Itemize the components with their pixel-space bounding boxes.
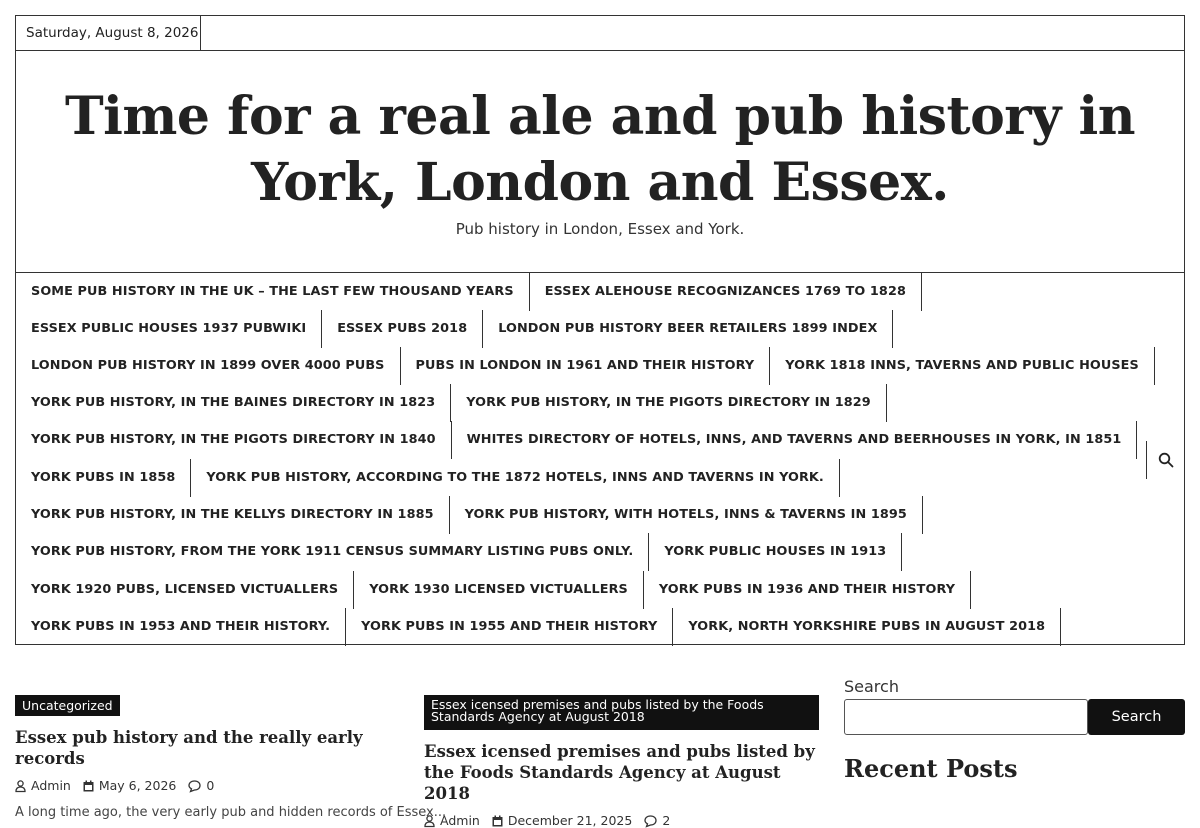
site-title[interactable]: Time for a real ale and pub history in York, London and Essex. <box>64 86 1136 213</box>
nav-item[interactable]: YORK 1930 LICENSED VICTUALLERS <box>354 571 644 609</box>
post-title[interactable]: Essex pub history and the really early records <box>15 728 363 768</box>
nav-item[interactable]: YORK, NORTH YORKSHIRE PUBS IN AUGUST 2018 <box>673 608 1061 646</box>
post-card <box>424 695 819 828</box>
nav-item[interactable]: YORK PUB HISTORY, IN THE KELLYS DIRECTORY IN 1885 <box>16 496 450 534</box>
search-toggle-button[interactable] <box>1146 441 1184 479</box>
post-author[interactable]: Admin <box>440 813 480 828</box>
nav-item[interactable]: YORK PUB HISTORY, IN THE PIGOTS DIRECTORY IN 1829 <box>451 384 887 422</box>
nav-row <box>16 384 887 422</box>
category-badge[interactable]: Uncategorized <box>15 695 120 716</box>
nav-row <box>16 421 1137 459</box>
post-meta <box>424 813 819 828</box>
nav-item[interactable]: YORK PUBS IN 1936 AND THEIR HISTORY <box>644 571 971 609</box>
nav-item[interactable]: ESSEX PUBS 2018 <box>322 310 483 348</box>
post-card <box>15 695 447 820</box>
nav-row <box>16 459 840 497</box>
nav-item[interactable]: YORK PUB HISTORY, IN THE BAINES DIRECTORY IN 1823 <box>16 384 451 422</box>
post-meta <box>15 778 410 793</box>
comment-icon <box>644 815 657 827</box>
nav-item[interactable]: PUBS IN LONDON IN 1961 AND THEIR HISTORY <box>401 347 771 385</box>
category-badge[interactable]: Essex icensed premises and pubs listed by the Foods Standards Agency at August 2018 <box>424 695 819 730</box>
calendar-icon <box>83 780 94 792</box>
nav-item[interactable]: ESSEX PUBLIC HOUSES 1937 PUBWIKI <box>16 310 322 348</box>
nav-row <box>16 571 971 609</box>
site-header <box>15 15 1185 645</box>
nav-item[interactable]: YORK PUBS IN 1953 AND THEIR HISTORY. <box>16 608 346 646</box>
current-date: Saturday, August 8, 2026 <box>16 16 201 50</box>
search-label: Search <box>844 677 899 696</box>
nav-row <box>16 608 1061 646</box>
nav-item[interactable]: YORK 1818 INNS, TAVERNS AND PUBLIC HOUSES <box>770 347 1155 385</box>
calendar-icon <box>492 815 503 827</box>
main-navigation <box>16 272 1184 645</box>
nav-item[interactable]: LONDON PUB HISTORY IN 1899 OVER 4000 PUBS <box>16 347 401 385</box>
post-title[interactable]: Essex icensed premises and pubs listed by the Foods Standards Agency at August 2018 <box>424 742 815 803</box>
nav-item[interactable]: WHITES DIRECTORY OF HOTELS, INNS, AND TAVERNS AND BEERHOUSES IN YORK, IN 1851 <box>452 421 1138 459</box>
nav-item[interactable]: YORK PUB HISTORY, IN THE PIGOTS DIRECTORY IN 1840 <box>16 421 452 459</box>
top-bar <box>16 16 1184 51</box>
recent-posts-heading: Recent Posts <box>844 754 1018 783</box>
nav-item[interactable]: SOME PUB HISTORY IN THE UK – THE LAST FEW THOUSAND YEARS <box>16 273 530 311</box>
comment-count[interactable]: 2 <box>662 813 671 828</box>
post-date[interactable]: May 6, 2026 <box>98 778 177 793</box>
search-icon <box>1158 452 1174 468</box>
nav-row <box>16 496 923 534</box>
post-excerpt: A long time ago, the very early pub and hidden records of Essex... <box>15 805 447 820</box>
nav-item[interactable]: ESSEX ALEHOUSE RECOGNIZANCES 1769 TO 1828 <box>530 273 922 311</box>
nav-row <box>16 533 902 571</box>
nav-item[interactable]: YORK PUBS IN 1858 <box>16 459 191 497</box>
nav-item[interactable]: YORK 1920 PUBS, LICENSED VICTUALLERS <box>16 571 354 609</box>
nav-item[interactable]: LONDON PUB HISTORY BEER RETAILERS 1899 INDEX <box>483 310 893 348</box>
search-input[interactable] <box>844 699 1088 735</box>
comment-count[interactable]: 0 <box>206 778 215 793</box>
search-form <box>844 699 1185 735</box>
post-date[interactable]: December 21, 2025 <box>507 813 633 828</box>
search-button[interactable]: Search <box>1088 699 1185 735</box>
nav-item[interactable]: YORK PUB HISTORY, ACCORDING TO THE 1872 HOTELS, INNS AND TAVERNS IN YORK. <box>191 459 840 497</box>
nav-item[interactable]: YORK PUBS IN 1955 AND THEIR HISTORY <box>346 608 673 646</box>
comment-icon <box>188 780 201 792</box>
site-tagline: Pub history in London, Essex and York. <box>455 220 745 238</box>
sidebar <box>844 677 1185 783</box>
user-icon <box>15 780 26 792</box>
nav-item[interactable]: YORK PUBLIC HOUSES IN 1913 <box>649 533 902 571</box>
nav-item[interactable]: YORK PUB HISTORY, WITH HOTELS, INNS & TAVERNS IN 1895 <box>450 496 923 534</box>
nav-row <box>16 273 922 311</box>
nav-item[interactable]: YORK PUB HISTORY, FROM THE YORK 1911 CENSUS SUMMARY LISTING PUBS ONLY. <box>16 533 649 571</box>
post-author[interactable]: Admin <box>31 778 71 793</box>
user-icon <box>424 815 435 827</box>
nav-row <box>16 347 1155 385</box>
nav-row <box>16 310 893 348</box>
